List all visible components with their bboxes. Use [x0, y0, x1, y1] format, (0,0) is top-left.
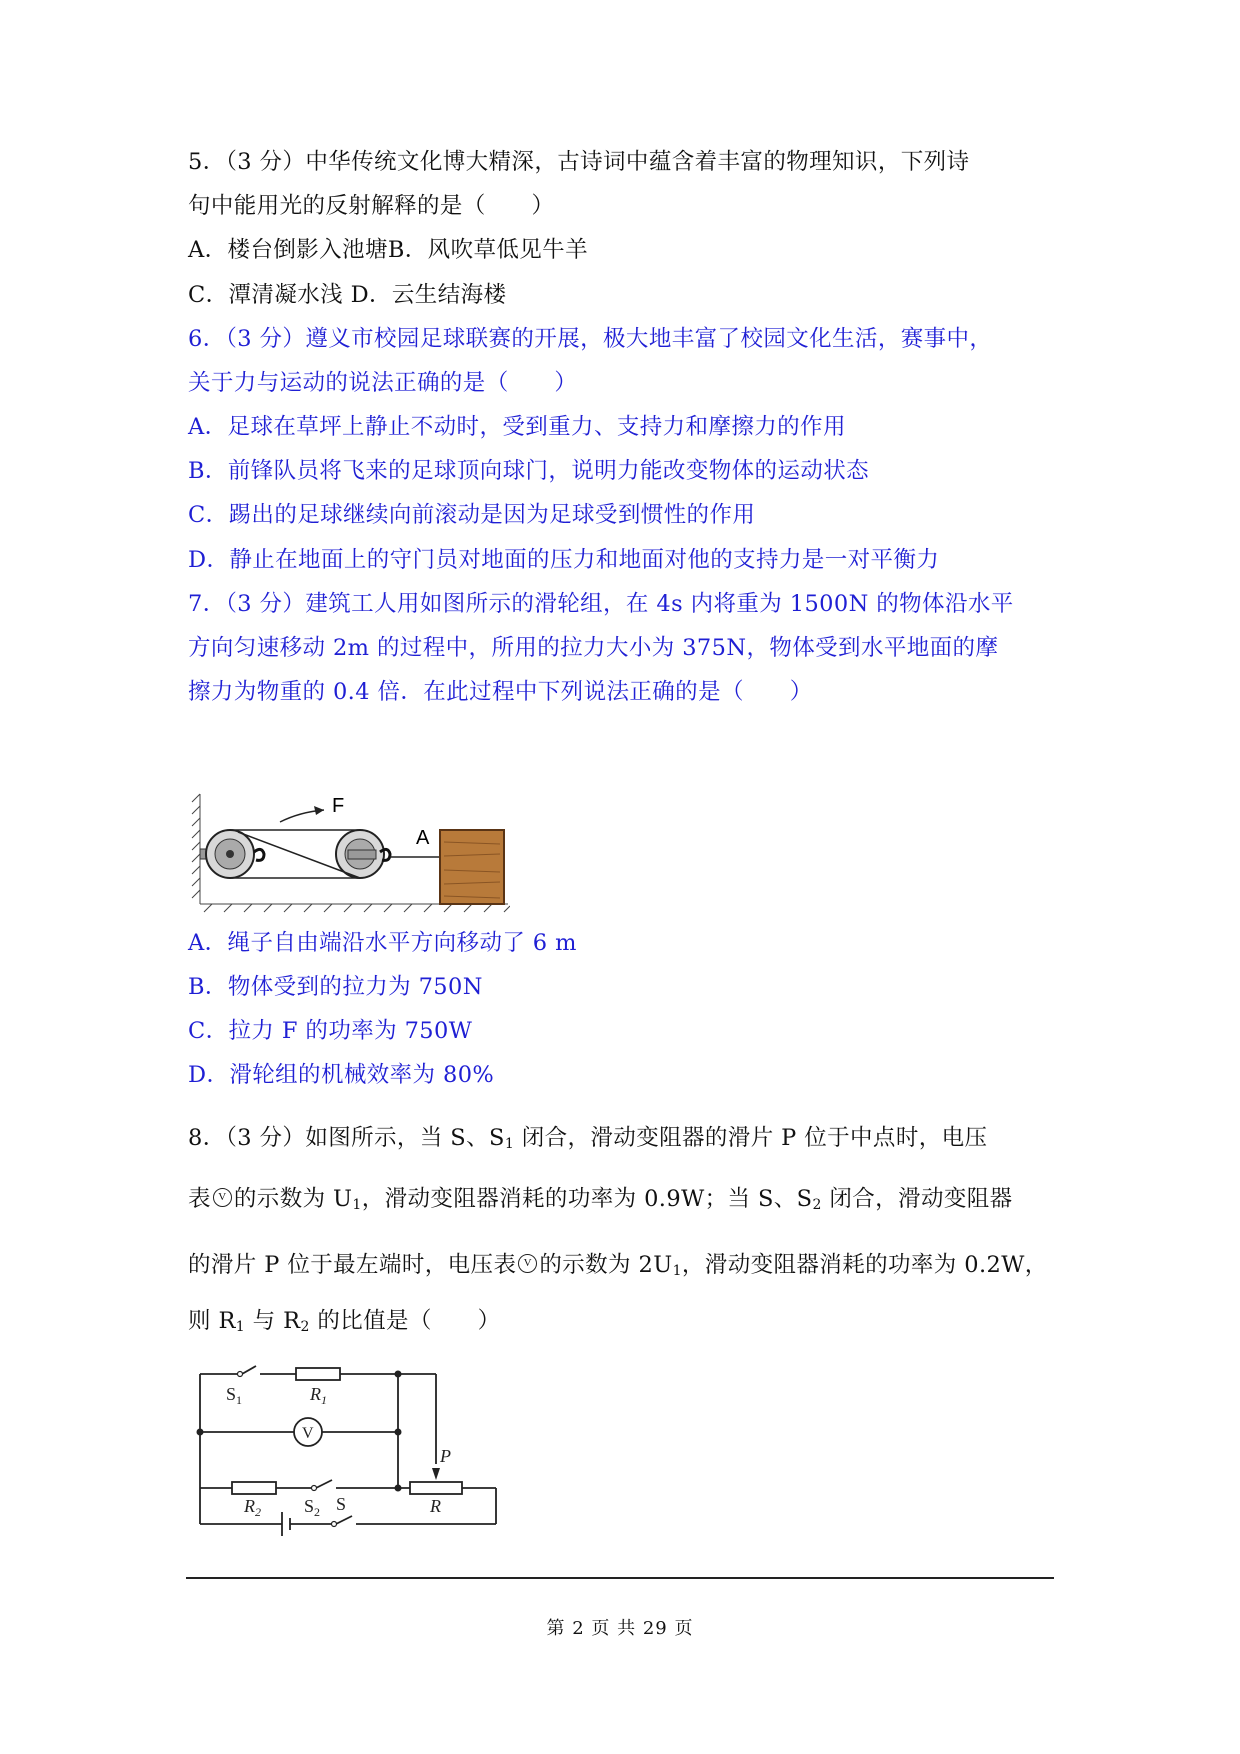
- label-v: V: [302, 1425, 314, 1442]
- slider-p-arrow: [432, 1468, 440, 1480]
- label-s2: $S_2$: [304, 1496, 321, 1519]
- q7-option-d: D．滑轮组的机械效率为 80%: [188, 1062, 495, 1088]
- q6-stem-line1: 6．（3 分）遵义市校园足球联赛的开展，极大地丰富了校园文化生活，赛事中，: [188, 326, 993, 352]
- label-r: R: [430, 1496, 441, 1516]
- q8-stem-line3: 的滑片 P 位于最左端时，电压表 V 的示数为 $2U_1$，滑动变阻器消耗的功率为 0.2W，: [188, 1252, 1048, 1279]
- q6-option-d: D．静止在地面上的守门员对地面的压力和地面对他的支持力是一对平衡力: [188, 547, 940, 573]
- wooden-block: [440, 830, 504, 904]
- voltmeter-icon: V: [213, 1188, 232, 1207]
- pulley-figure: [190, 792, 510, 914]
- q6-option-b: B．前锋队员将飞来的足球顶向球门，说明力能改变物体的运动状态: [188, 458, 870, 484]
- force-arrowhead: [314, 806, 324, 815]
- q5-stem-line2: 句中能用光的反射解释的是（ ）: [188, 193, 555, 219]
- q6-stem-line2: 关于力与运动的说法正确的是（ ）: [188, 370, 578, 396]
- q7-stem-line3: 擦力为物重的 0.4 倍．在此过程中下列说法正确的是（ ）: [188, 679, 813, 705]
- switch-s1: [242, 1366, 256, 1374]
- q7-option-b: B．物体受到的拉力为 750N: [188, 974, 483, 1000]
- q7-stem-line2: 方向匀速移动 2m 的过程中，所用的拉力大小为 375N，物体受到水平地面的摩: [188, 635, 999, 661]
- label-s1: $S_1$: [226, 1384, 243, 1407]
- q7-option-c: C．拉力 F 的功率为 750W: [188, 1018, 473, 1044]
- fixed-pulley-hook: [254, 849, 264, 860]
- label-f: F: [332, 795, 345, 817]
- rheostat-r: [410, 1482, 462, 1494]
- q8-stem-line1: 8．（3 分）如图所示，当 S、$S_1$ 闭合，滑动变阻器的滑片 P 位于中点时，电压: [188, 1125, 988, 1152]
- label-r2: $R_2$: [244, 1496, 261, 1519]
- label-p: P: [440, 1446, 451, 1466]
- q8-stem-line2: 表 V 的示数为 $U_1$，滑动变阻器消耗的功率为 0.9W；当 S、$S_2$ 闭合，滑动变阻器: [188, 1186, 1013, 1213]
- fixed-pulley-axle: [226, 850, 234, 858]
- label-r1: $R_1$: [310, 1384, 327, 1407]
- q6-option-a: A．足球在草坪上静止不动时，受到重力、支持力和摩擦力的作用: [188, 414, 846, 440]
- q8-stem-line4: 则 $R_1$ 与 $R_2$ 的比值是（ ）: [188, 1308, 501, 1335]
- footer-rule: [186, 1577, 1054, 1579]
- label-s: S: [336, 1494, 347, 1514]
- q7-option-a: A．绳子自由端沿水平方向移动了 6 m: [188, 930, 577, 956]
- label-a: A: [416, 827, 430, 849]
- circuit-diagram: [196, 1360, 506, 1540]
- switch-s: [336, 1516, 352, 1524]
- q5-options-cd: C．潭清凝水浅 D．云生结海楼: [188, 282, 507, 308]
- resistor-r1: [296, 1368, 340, 1380]
- q7-stem-line1: 7．（3 分）建筑工人用如图所示的滑轮组，在 4s 内将重为 1500N 的物体沿水平: [188, 591, 1014, 617]
- switch-s2: [316, 1480, 332, 1488]
- q5-stem-line1: 5．（3 分）中华传统文化博大精深，古诗词中蕴含着丰富的物理知识，下列诗: [188, 149, 970, 175]
- resistor-r2: [232, 1482, 276, 1494]
- q6-option-c: C．踢出的足球继续向前滚动是因为足球受到惯性的作用: [188, 502, 756, 528]
- moving-pulley-bracket: [348, 850, 376, 859]
- q5-options-ab: A．楼台倒影入池塘B．风吹草低见牛羊: [188, 237, 588, 263]
- voltmeter-icon: V: [518, 1254, 537, 1273]
- page-number: 第 2 页 共 29 页: [546, 1618, 694, 1639]
